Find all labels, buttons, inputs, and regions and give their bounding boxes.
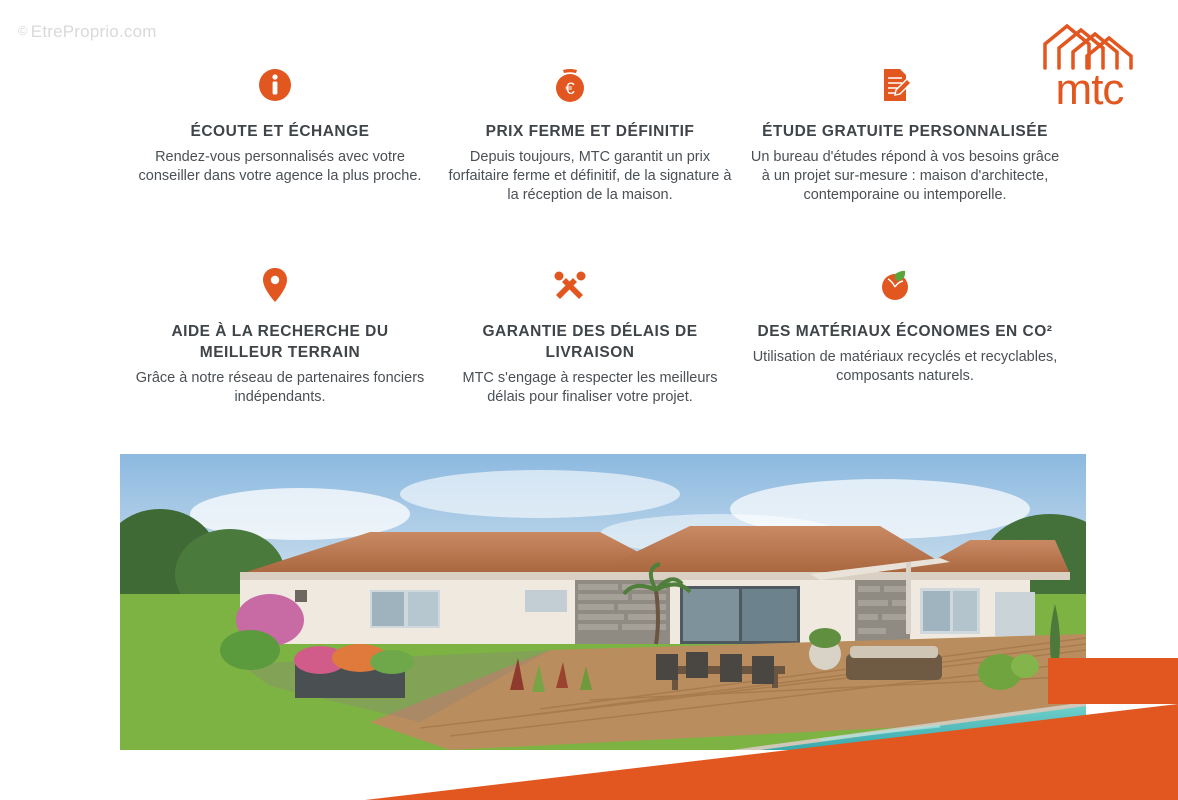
feature-title: ÉCOUTE ET ÉCHANGE bbox=[190, 123, 370, 140]
feature-garantie-delais-livraison bbox=[440, 262, 740, 407]
brand-name: mtc bbox=[1055, 65, 1124, 114]
features-grid bbox=[120, 62, 1070, 407]
feature-text: Grâce à notre réseau de partenaires fonciers indépendants. bbox=[135, 369, 425, 405]
feature-materiaux-economes-co2 bbox=[740, 262, 1070, 407]
watermark bbox=[18, 22, 157, 42]
feature-title: AIDE À LA RECHERCHE DU MEILLEUR TERRAIN bbox=[171, 323, 389, 361]
feature-prix-ferme-et-definitif bbox=[440, 62, 740, 262]
info-circle-icon bbox=[123, 62, 427, 108]
document-pen-icon bbox=[738, 62, 1052, 108]
eco-leaf-globe-icon bbox=[738, 262, 1052, 308]
feature-text: MTC s'engage à respecter les meilleurs délais pour finaliser votre projet. bbox=[462, 369, 718, 405]
feature-ecoute-et-echange bbox=[120, 62, 440, 262]
feature-title: ÉTUDE GRATUITE PERSONNALISÉE bbox=[762, 123, 1048, 140]
map-pin-icon bbox=[123, 262, 427, 308]
feature-text: Rendez-vous personnalisés avec votre conseiller dans votre agence la plus proche. bbox=[138, 148, 422, 184]
feature-title: DES MATÉRIAUX ÉCONOMES EN CO² bbox=[757, 323, 1053, 340]
tools-icon bbox=[428, 262, 712, 308]
feature-title: GARANTIE DES DÉLAIS DE LIVRAISON bbox=[482, 323, 698, 361]
feature-etude-gratuite-personnalisee bbox=[740, 62, 1070, 262]
feature-text: Un bureau d'études répond à vos besoins grâce à un projet sur-mesure : maison d'architecte, contemporaine ou intemporelle. bbox=[750, 148, 1060, 203]
feature-text: Depuis toujours, MTC garantit un prix forfaitaire ferme et définitif, de la signature à la réception de la maison. bbox=[448, 148, 732, 203]
feature-text: Utilisation de matériaux recyclés et recyclables, composants naturels. bbox=[752, 348, 1058, 384]
watermark-text: EtreProprio.com bbox=[30, 22, 157, 41]
watermark-copyright-icon: © bbox=[18, 23, 28, 38]
euro-coin-icon bbox=[428, 62, 712, 108]
accent-bar-right bbox=[1048, 658, 1178, 704]
feature-aide-recherche-terrain bbox=[120, 262, 440, 407]
bottom-accent-diagonal bbox=[0, 704, 1178, 800]
bottom-accent-band bbox=[0, 704, 1178, 800]
feature-title: PRIX FERME ET DÉFINITIF bbox=[485, 123, 695, 140]
svg-text:€: € bbox=[565, 79, 575, 98]
